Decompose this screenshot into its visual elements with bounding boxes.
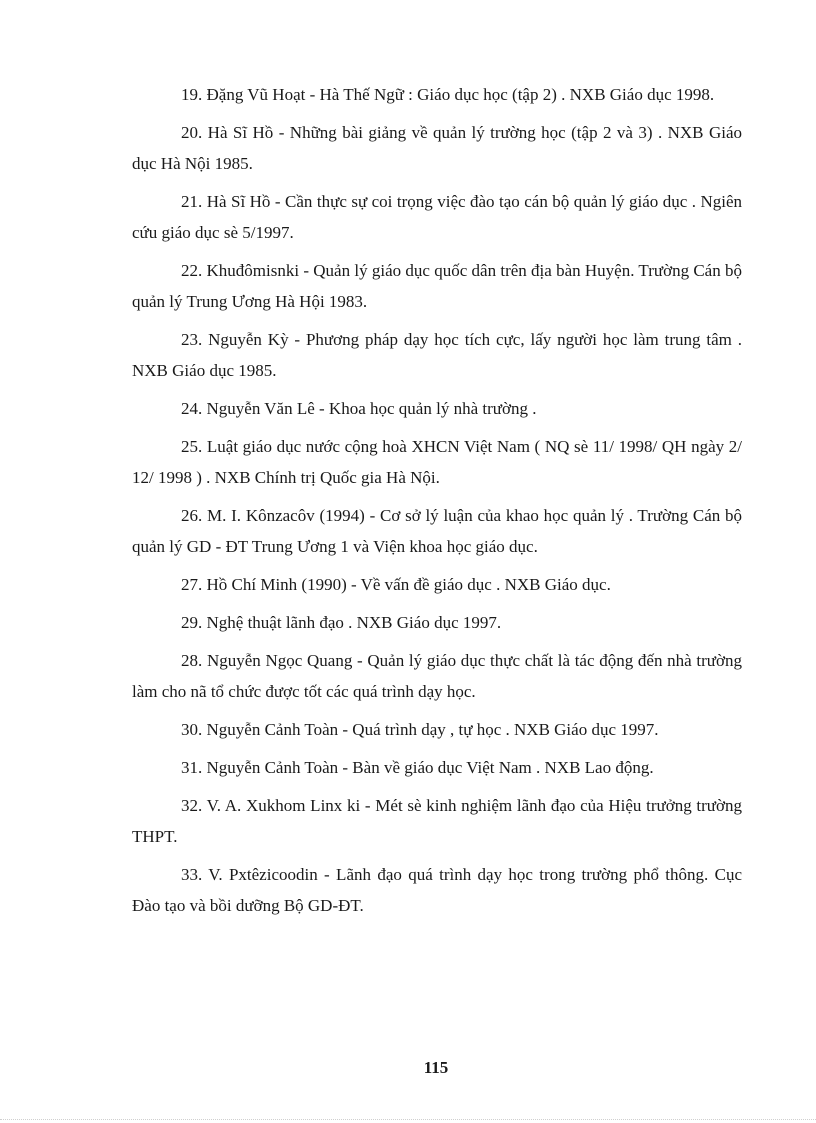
reference-list <box>132 79 742 928</box>
reference-item: 24. Nguyễn Văn Lê - Khoa học quản lý nhà trường . <box>181 399 537 418</box>
reference-item: 22. Khuđômisnki - Quản lý giáo dục quốc dân trên địa bàn Huyện. Trường Cán bộ quản lý Trung Ương Hà Hội 1983. <box>132 261 742 311</box>
reference-item: 25. Luật giáo dục nước cộng hoà XHCN Việt Nam ( NQ sè 11/ 1998/ QH ngày 2/ 12/ 1998 ) . NXB Chính trị Quốc gia Hà Nội. <box>132 437 742 487</box>
reference-item: 29. Nghệ thuật lãnh đạo . NXB Giáo dục 1997. <box>181 613 502 632</box>
reference-item: 21. Hà Sĩ Hồ - Cần thực sự coi trọng việc đào tạo cán bộ quản lý giáo dục . Ngiên cứu giáo dục sè 5/1997. <box>132 192 742 242</box>
reference-item: 27. Hồ Chí Minh (1990) - Về vấn đề giáo dục . NXB Giáo dục. <box>181 575 611 594</box>
reference-item: 23. Nguyễn Kỳ - Phương pháp dạy học tích cực, lấy người học làm trung tâm . NXB Giáo dục 1985. <box>132 330 742 380</box>
reference-item: 19. Đặng Vũ Hoạt - Hà Thế Ngữ : Giáo dục học (tập 2) . NXB Giáo dục 1998. <box>181 85 715 104</box>
reference-item: 20. Hà Sĩ Hồ - Những bài giảng về quản lý trường học (tập 2 và 3) . NXB Giáo dục Hà Nội 1985. <box>132 123 742 173</box>
reference-item: 26. M. I. Kônzacôv (1994) - Cơ sở lý luận của khao học quản lý . Trường Cán bộ quản lý GD - ĐT Trung Ương 1 và Viện khoa học giáo dục. <box>132 506 742 556</box>
page-number: 115 <box>423 1058 449 1077</box>
page-bottom-divider <box>0 1119 816 1120</box>
reference-item: 31. Nguyễn Cảnh Toàn - Bàn về giáo dục Việt Nam . NXB Lao động. <box>181 758 654 777</box>
reference-item: 32. V. A. Xukhom Linx ki - Mét sè kinh nghiệm lãnh đạo của Hiệu trưởng trường THPT. <box>132 796 742 846</box>
reference-item: 28. Nguyễn Ngọc Quang - Quản lý giáo dục thực chất là tác động đến nhà trường làm cho nã tổ chức được tốt các quá trình dạy học. <box>132 651 742 701</box>
reference-item: 30. Nguyễn Cảnh Toàn - Quá trình dạy , tự học . NXB Giáo dục 1997. <box>181 720 659 739</box>
reference-item: 33. V. Pxtêzicoodin - Lãnh đạo quá trình dạy học trong trường phổ thông. Cục Đào tạo và bồi dưỡng Bộ GD-ĐT. <box>132 865 742 915</box>
